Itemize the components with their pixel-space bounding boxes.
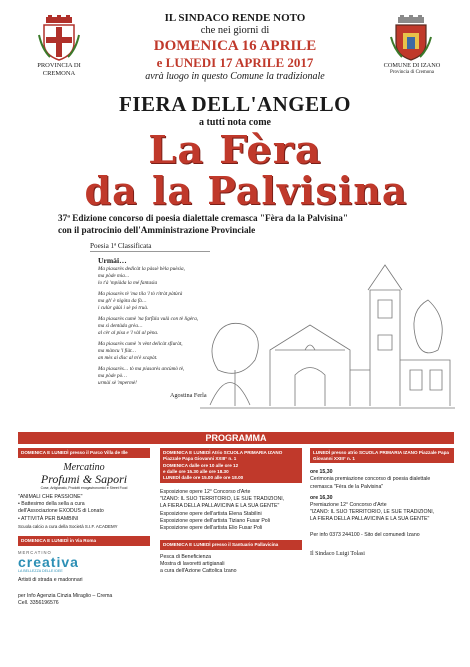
col3-time1: ore 15,30 [310, 469, 333, 476]
creativa-word: creativa [18, 554, 79, 571]
left-caption-line1: PROVINCIA DI [37, 62, 81, 69]
header-announcement [100, 12, 370, 83]
programma-banner [18, 432, 454, 444]
col2-t1: Esposizione opere 12° Concorso d'Arte [160, 488, 251, 495]
col2-t6: Esposizione opere dell'artista Elio Fusar Poli [160, 524, 263, 531]
col1-items [18, 494, 150, 530]
event-subtitle: a tutti nota come [199, 117, 271, 128]
col2-box1-l3: LUNEDÌ dalle ore 15.00 alle ore 18.00 [163, 475, 244, 481]
header-line5: avrà luogo in questo Comune la tradizionale [145, 71, 325, 82]
logo-word1: Mercatino [63, 461, 105, 473]
col2-t7: Pesca di Beneficienza [160, 553, 212, 560]
col3-box-head: LUNEDÌ presso atrio SCUOLA PRIMARIA IZANO Piazzale Papa Giovanni XXIII° n. 1 [310, 448, 454, 463]
header-line1: IL SINDACO RENDE NOTO [164, 12, 306, 24]
col1-contact2: Cell. 3356196576 [18, 599, 59, 606]
poem-line: Ma piasarès… tò ma piasarès ancùmò tè, [98, 366, 185, 372]
col1-item5: Scuola calcio a cura della Società S.I.F. ACADEMY [18, 523, 118, 529]
title-line2: da la Palvisina [84, 168, 408, 213]
col2-box2-head: DOMENICA E LUNEDÌ presso il Santuario Pallavicina [160, 540, 302, 550]
crest-icon [390, 15, 432, 61]
poem-title: Urmài… [98, 256, 127, 265]
col1-item4: • ATTIVITÀ PER BAMBINI [18, 515, 79, 522]
patronage-line: con il patrocinio dell'Amministrazione Provinciale [58, 225, 256, 235]
poem-line: urmài sè 'mpermè! [98, 380, 137, 386]
col2-items [160, 489, 302, 532]
poem-line: an mès ai dìsc al m'è scapàt. [98, 355, 158, 361]
poem-line: i culùr gàùi i sè pó truà. [98, 305, 149, 311]
col2-t8: Mostra di lavoretti artigianali [160, 560, 225, 567]
col2-t2: "IZANO: IL SUO TERRITORIO, LE SUE TRADIZIONI, [160, 496, 285, 503]
col1-box2-head: DOMENICA E LUNEDÌ in Via Roma [18, 536, 150, 546]
provincia-cremona-crest [38, 15, 80, 61]
poem-author: Agostina Ferla [170, 392, 207, 399]
right-crest-caption [372, 62, 452, 76]
col3-d2: cremasca "Fèra de la Palvisina" [310, 483, 384, 490]
title-line1: La Fèra [148, 127, 322, 172]
event-name: FIERA DELL'ANGELO [119, 92, 351, 116]
church-sketch [200, 240, 455, 410]
col2-box1-head: DOMENICA E LUNEDÌ Atrio SCUOLA PRIMARIA IZANO Piazzale Papa Giovanni XXIII° n. 1 [163, 450, 283, 461]
col1-item2: • Battesimo della sella a cura [18, 501, 85, 508]
col1-item6: Artisti di strada e madonnari [18, 577, 83, 584]
logo-caption: Cose, Artigianato, Prodotti enogastronomici e Street Food [40, 485, 128, 490]
col3-d5: LA FIERA DELLA PALLAVICINA E LA SUA GENTE" [310, 516, 430, 523]
poem-line: Ma piasarès dedicàt la pàssè bèla puèsìa, [98, 266, 185, 272]
header-date1: DOMENICA 16 APRILE [153, 38, 317, 54]
mercatino-creativa-logo [18, 550, 150, 575]
programma-heading: PROGRAMMA [205, 433, 267, 443]
poem-line: ma pòde pò… [98, 373, 127, 379]
program-column-1 [18, 448, 150, 607]
creativa-bottom: LA BELLEZZA DELLE IDEE [18, 569, 63, 574]
header-date2: e LUNEDI 17 APRILE 2017 [156, 55, 314, 70]
event-main-title [0, 127, 470, 213]
poem-line: ma màncu 'l fiàt… [98, 348, 137, 354]
crest-icon [38, 15, 80, 61]
poem-line: ma gh' è nìgòta da fà… [98, 298, 147, 304]
poem-line: Ma piasarès cumè 'na farfàla vulà con tè ligèra, [98, 316, 199, 322]
header-line2: che nei giorni di [200, 25, 270, 36]
program-column-3 [310, 448, 454, 558]
left-crest-caption [22, 62, 96, 77]
profumi-sapori-logo [18, 462, 150, 491]
logo-word2: Profumi & Sapori [40, 471, 128, 486]
poem-line: al cèr al pisa e 'l vàl al pèna. [98, 330, 159, 336]
creativa-top: MERCATINO [18, 549, 52, 555]
col1-box1-head: DOMENICA E LUNEDÌ presso il Parco Villa de Ille [18, 448, 150, 458]
col2-t4: Esposizione opere dell'artista Elena Stabilini [160, 510, 262, 517]
left-caption-line2: CREMONA [42, 69, 76, 77]
poem-line: Ma piasarès cumè 'n vènt delicàt sfiuràt, [98, 341, 183, 347]
edition-line: 37ª Edizione concorso di poesia dialettale cremasca "Fèra da la Palvisina" [58, 213, 348, 223]
col3-time2: ore 16,30 [310, 494, 333, 501]
right-caption-line1: COMUNE DI IZANO [383, 62, 441, 69]
col2-t5: Esposizione opere dell'artista Tiziano Fusar Poli [160, 517, 270, 524]
col1-item3: dell'Associazione EXODUS di Lonato [18, 508, 104, 515]
program-column-2 [160, 448, 302, 575]
col3-info: Per info 0373 244100 - Sito del comunedi Izano [310, 531, 420, 538]
poem-line: Ma piasarès tè 'ma tila 'l tò ritràt pàtùrà [98, 291, 183, 297]
col1-item1: "ANIMALI CHE PASSIONE" [18, 494, 83, 500]
col3-signature: Il Sindaco Luigi Tolasi [310, 550, 365, 557]
col3-d4: "IZANO: IL SUO TERRITORIO, LE SUE TRADIZIONI, [310, 509, 435, 516]
col2-box1-l1: DOMENICA dalle ore 10 alle ore 12 [163, 463, 239, 469]
poem-line: lo t'à 'mpiàda la mé fantasìa [98, 280, 158, 286]
poem-line: ma sì dentàda grèa… [98, 323, 143, 329]
col2-t3: LA FIERA DELLA PALLAVICINA E LA SUA GENTE" [160, 503, 280, 510]
right-caption-line2: Provincia di Cremona [390, 70, 434, 76]
poem-award: Poesia 1ª Classificata [90, 242, 152, 250]
comune-izano-crest [390, 15, 432, 61]
col3-d1: Cerimonia premiazione concorso di poesia dialettale [310, 476, 431, 483]
col2-box1 [160, 448, 302, 483]
col3-items [310, 469, 454, 558]
col2-items-2 [160, 554, 302, 576]
award-divider [90, 251, 210, 252]
col2-t9: a cura dell'Azione Cattolica Izano [160, 568, 237, 575]
col1-contact1: per Info Agenzia Cinzia Miraglio – Crema [18, 592, 113, 599]
col2-box1-l2: e dalle ore 15.30 alle ore 18.30 [163, 468, 229, 474]
poem-line: ma pòde mia… [98, 273, 130, 279]
col3-d3: Premiazione 12° Concorso d'Arte [310, 502, 387, 508]
